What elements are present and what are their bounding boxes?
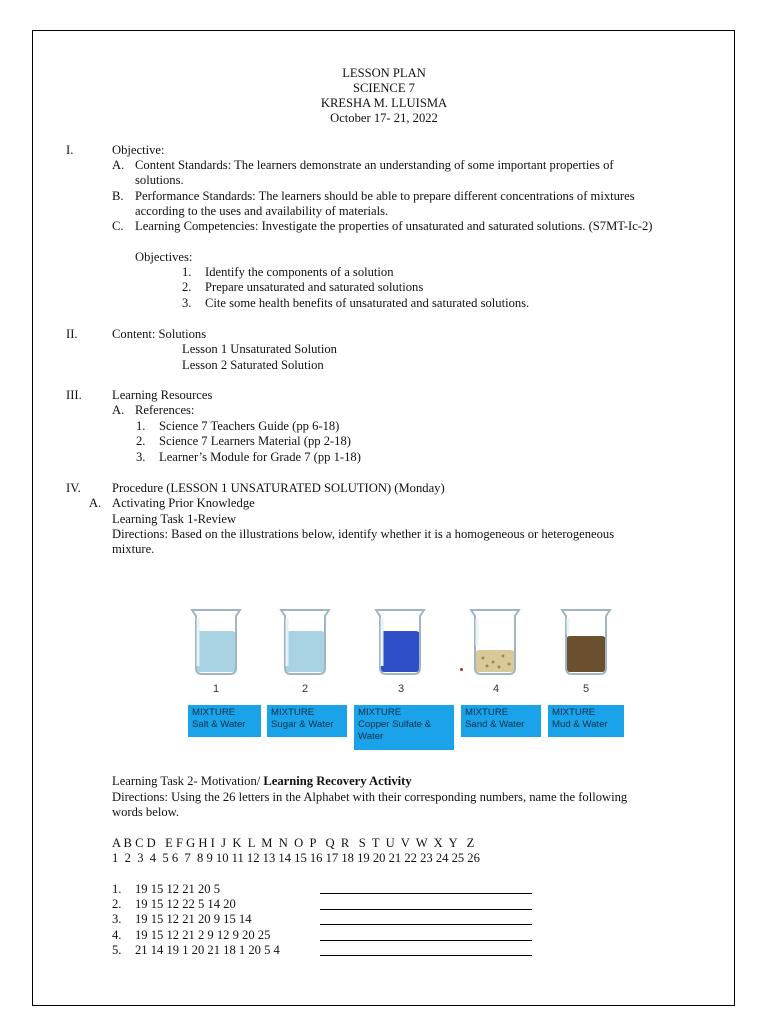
item-code: 19 15 12 22 5 14 20 [135,897,236,911]
mixture-label: MIXTURE Sand & Water [461,705,541,737]
beaker-2-icon [277,606,333,676]
content-standards-line1: Content Standards: The learners demonstrate an understanding of some important properties of [135,158,614,172]
directions-2-line1: Directions: Using the 26 letters in the Alphabet with their corresponding numbers, name the following [112,790,628,804]
objective-num: 2. [182,280,192,294]
section-4-title: Procedure (LESSON 1 UNSATURATED SOLUTION) (Monday) [112,481,445,495]
section-2-title: Content: Solutions [112,327,207,341]
answer-blank[interactable] [320,909,532,910]
objective-item: Cite some health benefits of unsaturated and saturated solutions. [205,296,530,310]
beaker-5-icon [558,606,614,676]
performance-standards-line1: Performance Standards: The learners should be able to prepare different concentrations of mixtures [135,189,635,203]
mixture-label: MIXTURE Mud & Water [548,705,624,737]
directions-2-line2: words below. [112,805,180,819]
directions-1-line2: mixture. [112,542,155,556]
task-2-title: Learning Task 2- Motivation/ Learning Recovery Activity [112,774,412,788]
alphabet-row: A B C D E F G H I J K L M N O P Q R S T U V W X Y Z [112,836,475,850]
beaker-1-icon [188,606,244,676]
activating-letter: A. [89,496,102,510]
section-3-numeral: III. [66,388,82,402]
beaker-4-icon [467,606,523,676]
section-1-title: Objective: [112,143,165,157]
objective-item: Prepare unsaturated and saturated solutions [205,280,424,294]
doc-subject: SCIENCE 7 [353,81,415,95]
beaker-3-icon [372,606,428,676]
section-2-numeral: II. [66,327,78,341]
learning-competencies: Learning Competencies: Investigate the properties of unsaturated and saturated solutions. (S7MT-Ic-2) [135,219,653,233]
content-standards-line2: solutions. [135,173,184,187]
lesson-1: Lesson 1 Unsaturated Solution [182,342,337,356]
beaker-number: 2 [302,683,309,695]
objective-num: 3. [182,296,192,310]
doc-date: October 17- 21, 2022 [330,111,438,125]
answer-blank[interactable] [320,924,532,925]
item-number: 1. [112,882,122,896]
item-c-letter: C. [112,219,124,233]
section-3-title: Learning Resources [112,388,213,402]
task-1-title: Learning Task 1-Review [112,512,237,526]
reference-num: 3. [136,450,146,464]
performance-standards-line2: according to the uses and availability of materials. [135,204,389,218]
item-a-letter: A. [112,158,125,172]
item-code: 19 15 12 21 2 9 12 9 20 25 [135,928,271,942]
item-number: 5. [112,943,122,957]
item-code: 21 14 19 1 20 21 18 1 20 5 4 [135,943,280,957]
item-code: 19 15 12 21 20 9 15 14 [135,912,252,926]
mixture-label: MIXTURE Sugar & Water [267,705,347,737]
answer-blank[interactable] [320,940,532,941]
section-4-numeral: IV. [66,481,81,495]
reference-num: 1. [136,419,146,433]
beaker-number: 4 [493,683,500,695]
objective-num: 1. [182,265,192,279]
objective-item: Identify the components of a solution [205,265,394,279]
lesson-2: Lesson 2 Saturated Solution [182,358,324,372]
mixture-label: MIXTURE Salt & Water [188,705,261,737]
answer-blank[interactable] [320,893,532,894]
beaker-number: 3 [398,683,405,695]
directions-1-line1: Directions: Based on the illustrations below, identify whether it is a homogeneous or heterogeneous [112,527,615,541]
reference-item: Science 7 Learners Material (pp 2-18) [159,434,351,448]
references-letter: A. [112,403,125,417]
references-title: References: [135,403,195,417]
beaker-number: 1 [213,683,220,695]
item-number: 4. [112,928,122,942]
answer-blank[interactable] [320,955,532,956]
item-code: 19 15 12 21 20 5 [135,882,221,896]
doc-author: KRESHA M. LLUISMA [320,96,448,110]
red-dot-icon [459,667,464,672]
numbers-row: 1 2 3 4 5 6 7 8 9 10 11 12 13 14 15 16 17 18 19 20 21 22 23 24 25 26 [112,851,480,865]
item-number: 3. [112,912,122,926]
activating-title: Activating Prior Knowledge [112,496,255,510]
item-number: 2. [112,897,122,911]
item-b-letter: B. [112,189,124,203]
reference-item: Learner’s Module for Grade 7 (pp 1-18) [159,450,361,464]
doc-title: LESSON PLAN [342,66,426,80]
reference-num: 2. [136,434,146,448]
reference-item: Science 7 Teachers Guide (pp 6-18) [159,419,340,433]
beaker-number: 5 [583,683,590,695]
objectives-title: Objectives: [135,250,193,264]
section-1-numeral: I. [66,143,74,157]
mixture-label: MIXTURE Copper Sulfate & Water [354,705,454,750]
